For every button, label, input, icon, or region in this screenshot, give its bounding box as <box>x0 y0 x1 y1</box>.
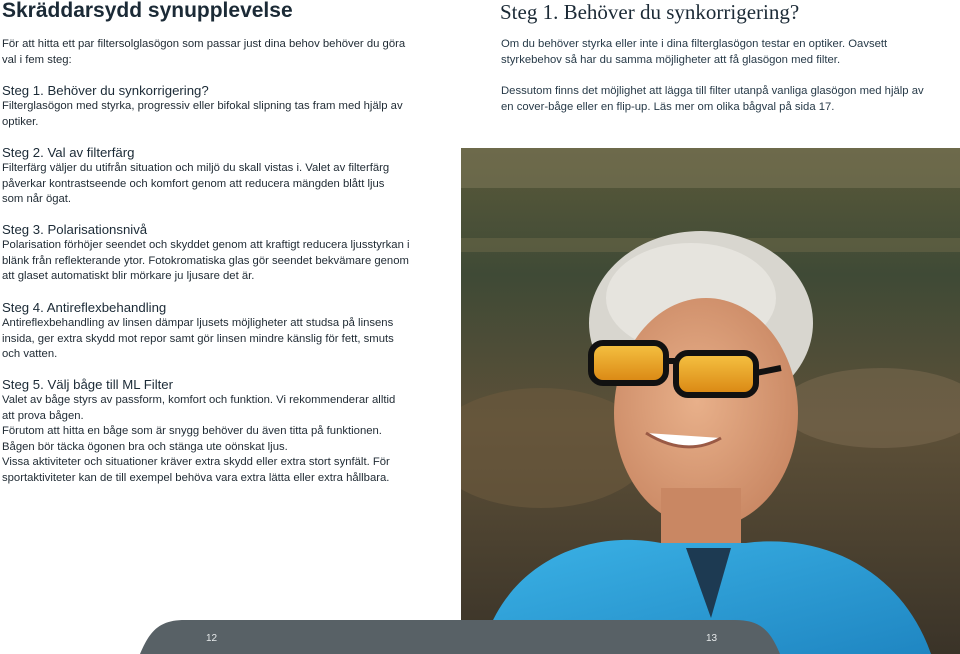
step-4-heading: Steg 4. Antireflexbehandling <box>2 300 167 315</box>
step-1-heading: Steg 1. Behöver du synkorrigering? <box>2 83 209 98</box>
step-3 <box>2 222 417 285</box>
right-paragraph-1: Om du behöver styrka eller inte i dina filterglasögon testar en optiker. Oavsett styrkebehov så har du samma möjligheter att få glasögon med filter. <box>501 38 888 66</box>
step-5-text-3: Vissa aktiviteter och situationer kräver extra skydd eller extra stort synfält. För sportaktiviteter kan de till exempel behöva vara extra lätta eller extra hållbara. <box>2 456 390 484</box>
step-5-text: Valet av båge styrs av passform, komfort och funktion. Vi rekommenderar alltid att prova bågen. <box>2 394 396 422</box>
intro-text: För att hitta ett par filtersolglasögon som passar just dina behov behöver du göra val i fem steg: <box>2 38 406 66</box>
step-1-text: Filterglasögon med styrka, progressiv eller bifokal slipning tas fram med hjälp av optiker. <box>2 100 403 128</box>
step-4-text: Antireflexbehandling av linsen dämpar ljusets möjligheter att studsa på linsens insida, ger extra skydd mot repor samt gör linsen mindre känslig för fett, smuts och vatten. <box>2 317 394 360</box>
page-number-left: 12 <box>206 633 218 644</box>
step-3-text: Polarisation förhöjer seendet och skyddet genom att kraftigt reducera ljusstyrkan i blänk från reflekterande ytor. Fotokromatiska glas gör seendet bekvämare genom att glaset automatiskt blir mörkare ju ljusare det är. <box>2 239 410 282</box>
step-5-heading: Steg 5. Välj båge till ML Filter <box>2 377 174 392</box>
step-5-text-2: Förutom att hitta en båge som är snygg behöver du även titta på funktionen. Bågen bör täcka ögonen bra och stänga ute oönskat ljus. <box>2 425 382 453</box>
step-2-heading: Steg 2. Val av filterfärg <box>2 145 135 160</box>
footer-bar <box>140 620 780 654</box>
step-1 <box>2 83 417 130</box>
right-paragraph-2: Dessutom finns det möjlighet att lägga till filter utanpå vanliga glasögon med hjälp av en cover-båge eller en flip-up. Läs mer om olika bågval på sida 17. <box>501 85 924 113</box>
page-number-right: 13 <box>706 633 718 644</box>
right-heading: Steg 1. Behöver du synkorrigering? <box>500 0 800 24</box>
step-2-text: Filterfärg väljer du utifrån situation och miljö du skall vistas i. Valet av filterfärg påverkar kontrastseende och komfort genom att reducera mängden blått ljus som når ögat. <box>2 162 390 205</box>
step-5 <box>2 377 417 486</box>
page-title: Skräddarsydd synupplevelse <box>2 0 293 22</box>
woman-with-yellow-sunglasses-photo <box>461 148 960 654</box>
step-4 <box>2 300 417 363</box>
step-3-heading: Steg 3. Polarisationsnivå <box>2 222 148 237</box>
step-2 <box>2 145 417 208</box>
